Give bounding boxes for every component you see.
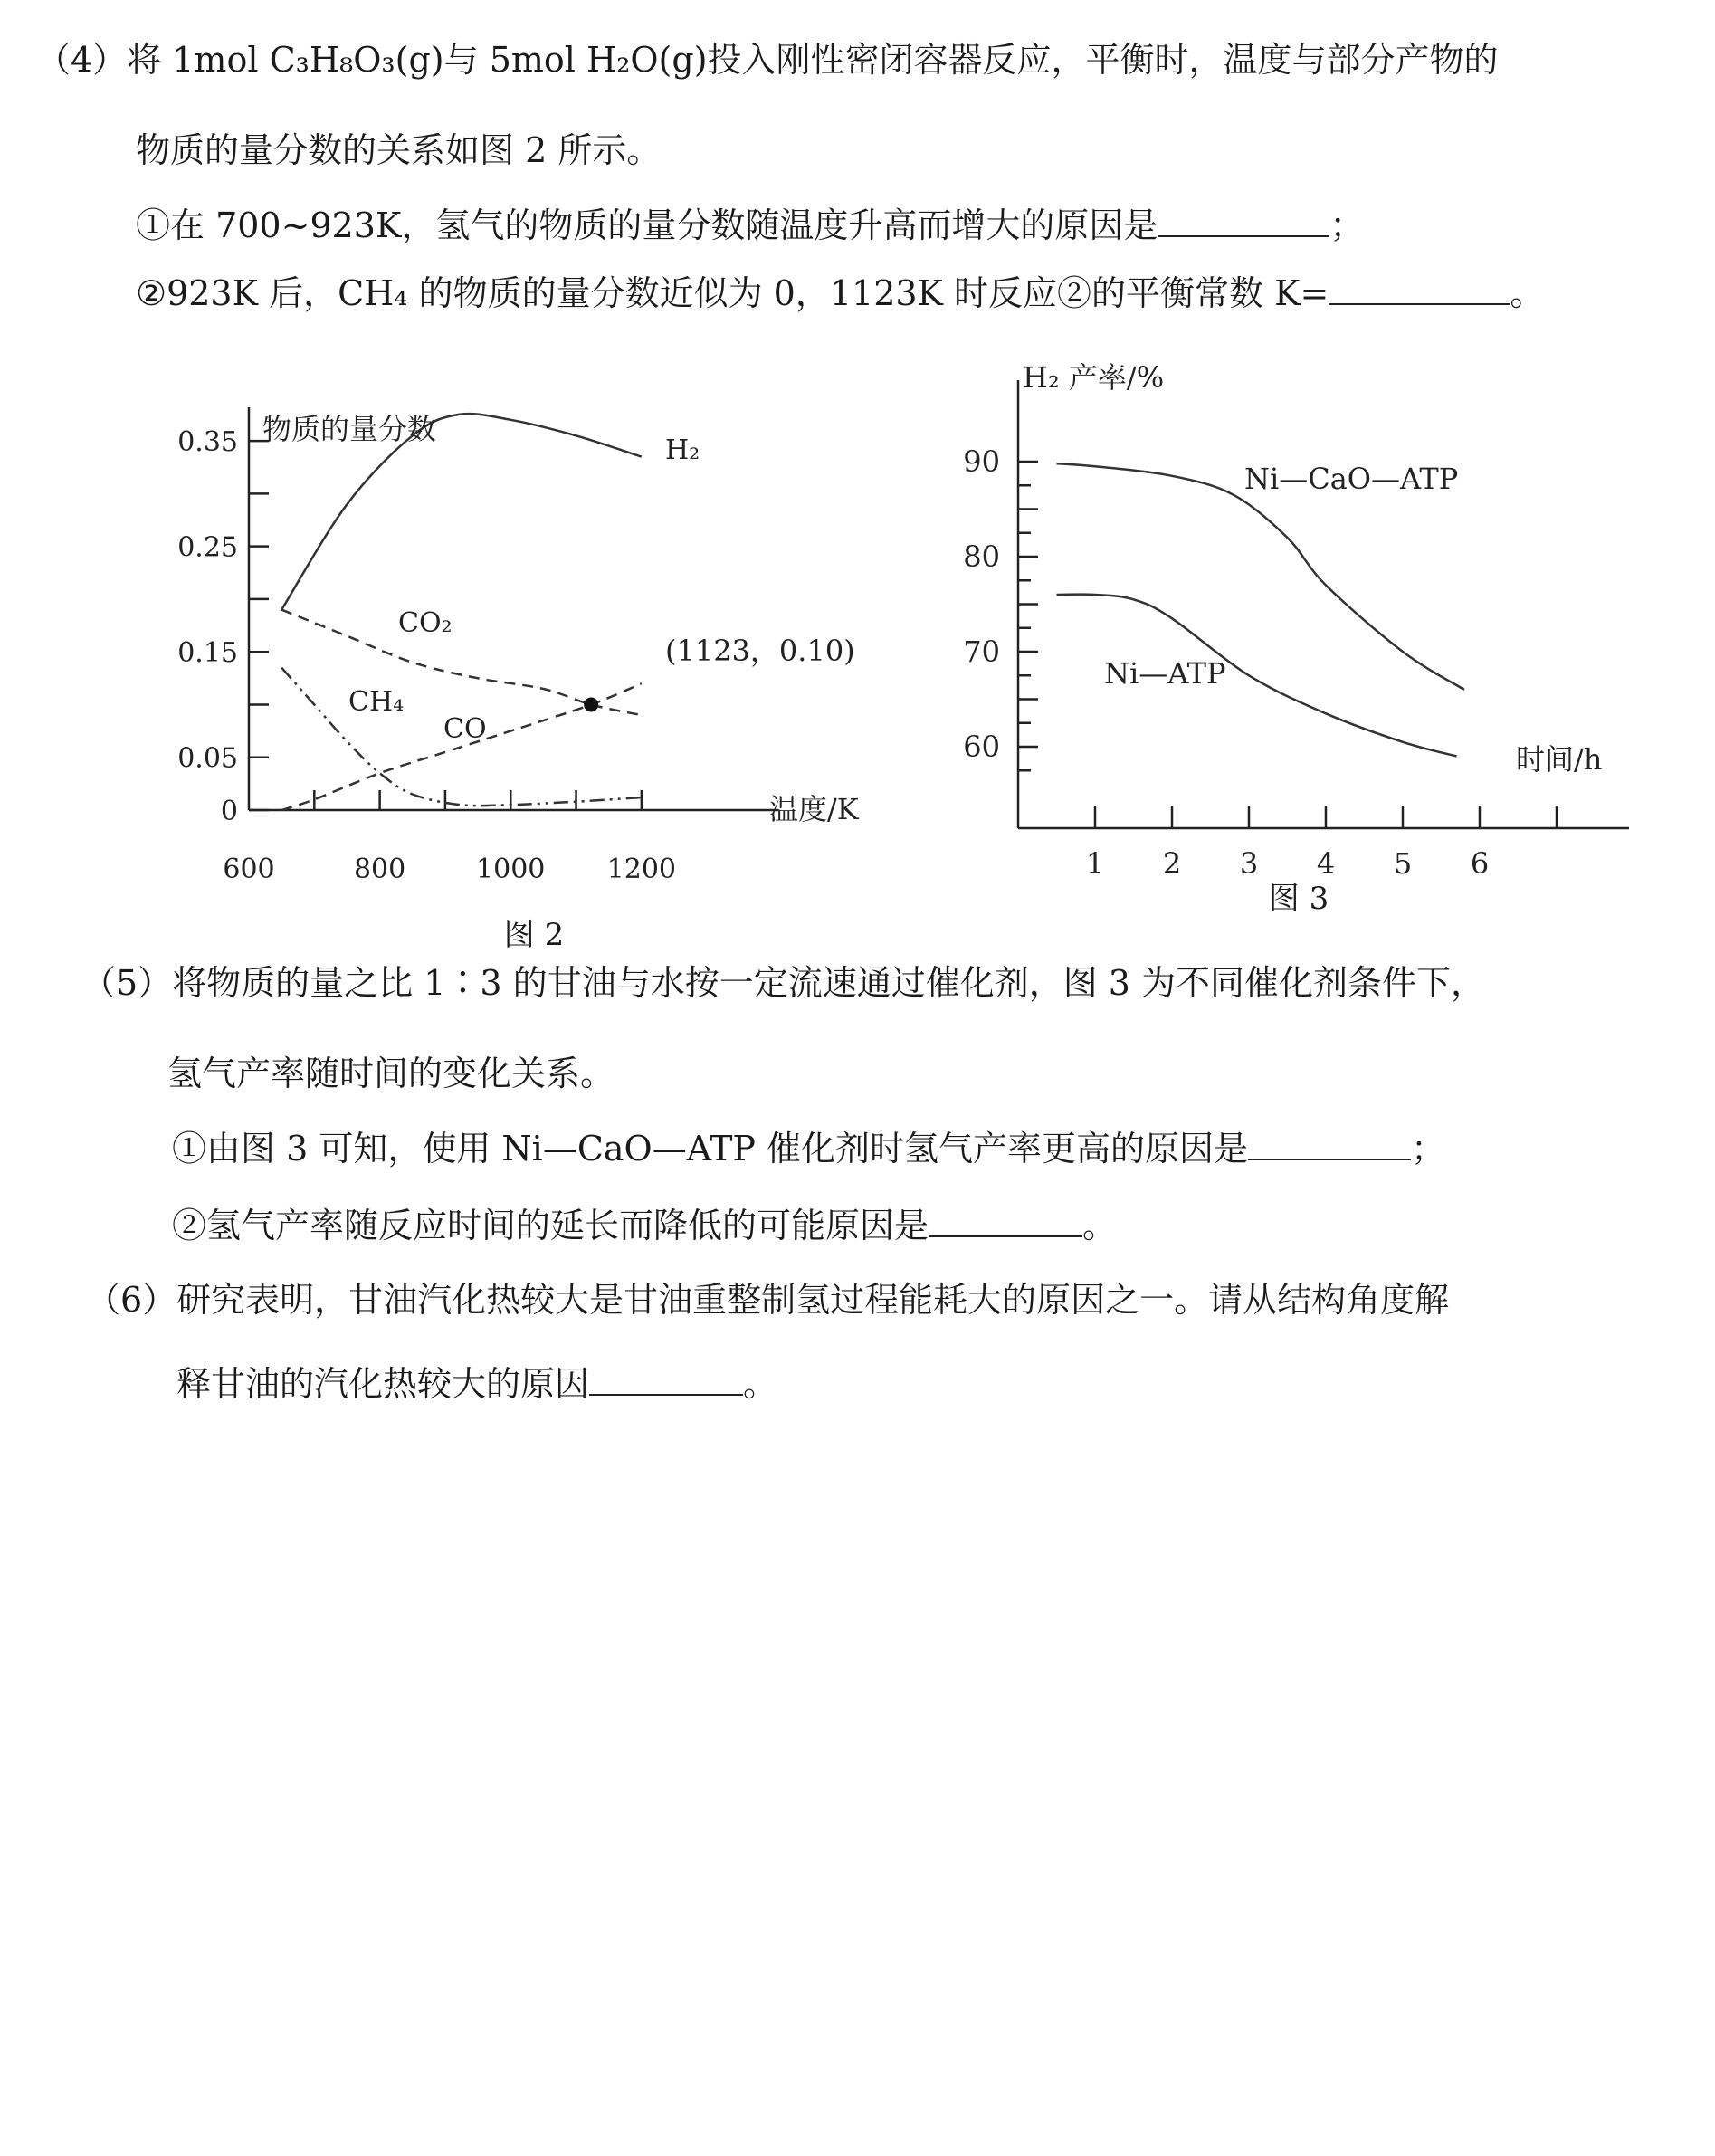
x-axis-title: 温度/K <box>769 792 859 826</box>
y-tick-label: 0.35 <box>177 426 238 459</box>
x-tick-label: 1200 <box>606 854 677 885</box>
answer-blank[interactable] <box>1158 199 1329 237</box>
series-label-ni-atp: Ni—ATP <box>1104 656 1226 691</box>
q5-line-2: 氢气产率随时间的变化关系。 <box>167 1054 615 1093</box>
y-tick-label: 0.05 <box>177 742 238 775</box>
q5-sub-2-text: ②氢气产率随反应时间的延长而降低的可能原因是 <box>172 1206 929 1245</box>
q4-sub-1-text: ①在 700~923K，氢气的物质的量分数随温度升高而增大的原因是 <box>136 205 1158 245</box>
y-axis-title: 物质的量分数 <box>262 412 437 446</box>
y-axis-title: H₂ 产率/% <box>1023 360 1165 395</box>
q6-line-2-end: 。 <box>743 1364 778 1404</box>
y-tick-label: 90 <box>963 444 1000 479</box>
q4-sub-1-end: ； <box>1329 205 1365 245</box>
x-tick-label: 2 <box>1162 846 1182 881</box>
series-label-co: CO <box>443 713 487 745</box>
q4-sub-2-text: ②923K 后，CH₄ 的物质的量分数近似为 0，1123K 时反应②的平衡常数 K= <box>136 273 1329 313</box>
q4-sub-2 <box>136 267 1544 317</box>
q5-line-1: （5）将物质的量之比 1∶3 的甘油与水按一定流速通过催化剂，图 3 为不同催化剂条件下， <box>81 963 1486 1003</box>
q6-line-2 <box>176 1358 777 1407</box>
answer-blank[interactable] <box>1329 267 1510 305</box>
figure-3-chart <box>941 353 1629 881</box>
q4-line-2: 物质的量分数的关系如图 2 所示。 <box>136 130 662 170</box>
y-tick-label: 0.15 <box>177 637 238 670</box>
y-tick-label: 80 <box>963 539 1000 574</box>
x-tick-label: 1 <box>1085 846 1105 881</box>
q4-sub-1 <box>136 199 1364 249</box>
y-tick-label: 70 <box>963 634 1000 669</box>
series-label-ni-cao-atp: Ni—CaO—ATP <box>1244 462 1459 496</box>
y-tick-label: 0 <box>220 796 238 827</box>
x-tick-label: 800 <box>353 854 406 885</box>
series-label-h2: H₂ <box>665 434 700 466</box>
answer-blank[interactable] <box>589 1358 743 1396</box>
x-tick-label: 6 <box>1470 846 1490 881</box>
answer-blank[interactable] <box>1248 1122 1411 1160</box>
q4-line-1: （4）将 1mol C₃H₈O₃(g)与 5mol H₂O(g)投入刚性密闭容器反应，平衡时，温度与部分产物的 <box>36 40 1499 80</box>
x-tick-label: 3 <box>1239 846 1259 881</box>
q4-sub-2-end: 。 <box>1510 273 1545 313</box>
q5-sub-2 <box>172 1199 1117 1249</box>
point-annotation: (1123，0.10) <box>665 634 855 668</box>
series-label-co2: CO₂ <box>398 607 453 639</box>
figure-2-chart <box>163 380 941 885</box>
intersection-point <box>584 697 598 711</box>
figure-3-caption: 图 3 <box>1268 881 1329 917</box>
x-tick-label: 1000 <box>476 854 546 885</box>
y-tick-label: 0.25 <box>177 531 238 564</box>
q6-line-1: （6）研究表明，甘油汽化热较大是甘油重整制氢过程能耗大的原因之一。请从结构角度解 <box>86 1280 1450 1320</box>
q5-sub-1-end: ； <box>1411 1129 1446 1169</box>
y-tick-label: 60 <box>963 730 1000 764</box>
x-tick-label: 5 <box>1393 846 1413 881</box>
q5-sub-1-text: ①由图 3 可知，使用 Ni—CaO—ATP 催化剂时氢气产率更高的原因是 <box>172 1129 1249 1169</box>
q5-sub-1 <box>172 1122 1445 1172</box>
q6-line-2-text: 释甘油的汽化热较大的原因 <box>176 1364 590 1404</box>
series-label-ch4: CH₄ <box>348 686 405 718</box>
x-axis-title: 时间/h <box>1516 742 1603 777</box>
figure-2-caption: 图 2 <box>503 917 565 953</box>
x-tick-label: 4 <box>1316 846 1336 881</box>
q5-sub-2-end: 。 <box>1082 1206 1118 1245</box>
x-tick-label: 600 <box>223 854 275 885</box>
answer-blank[interactable] <box>929 1199 1082 1237</box>
